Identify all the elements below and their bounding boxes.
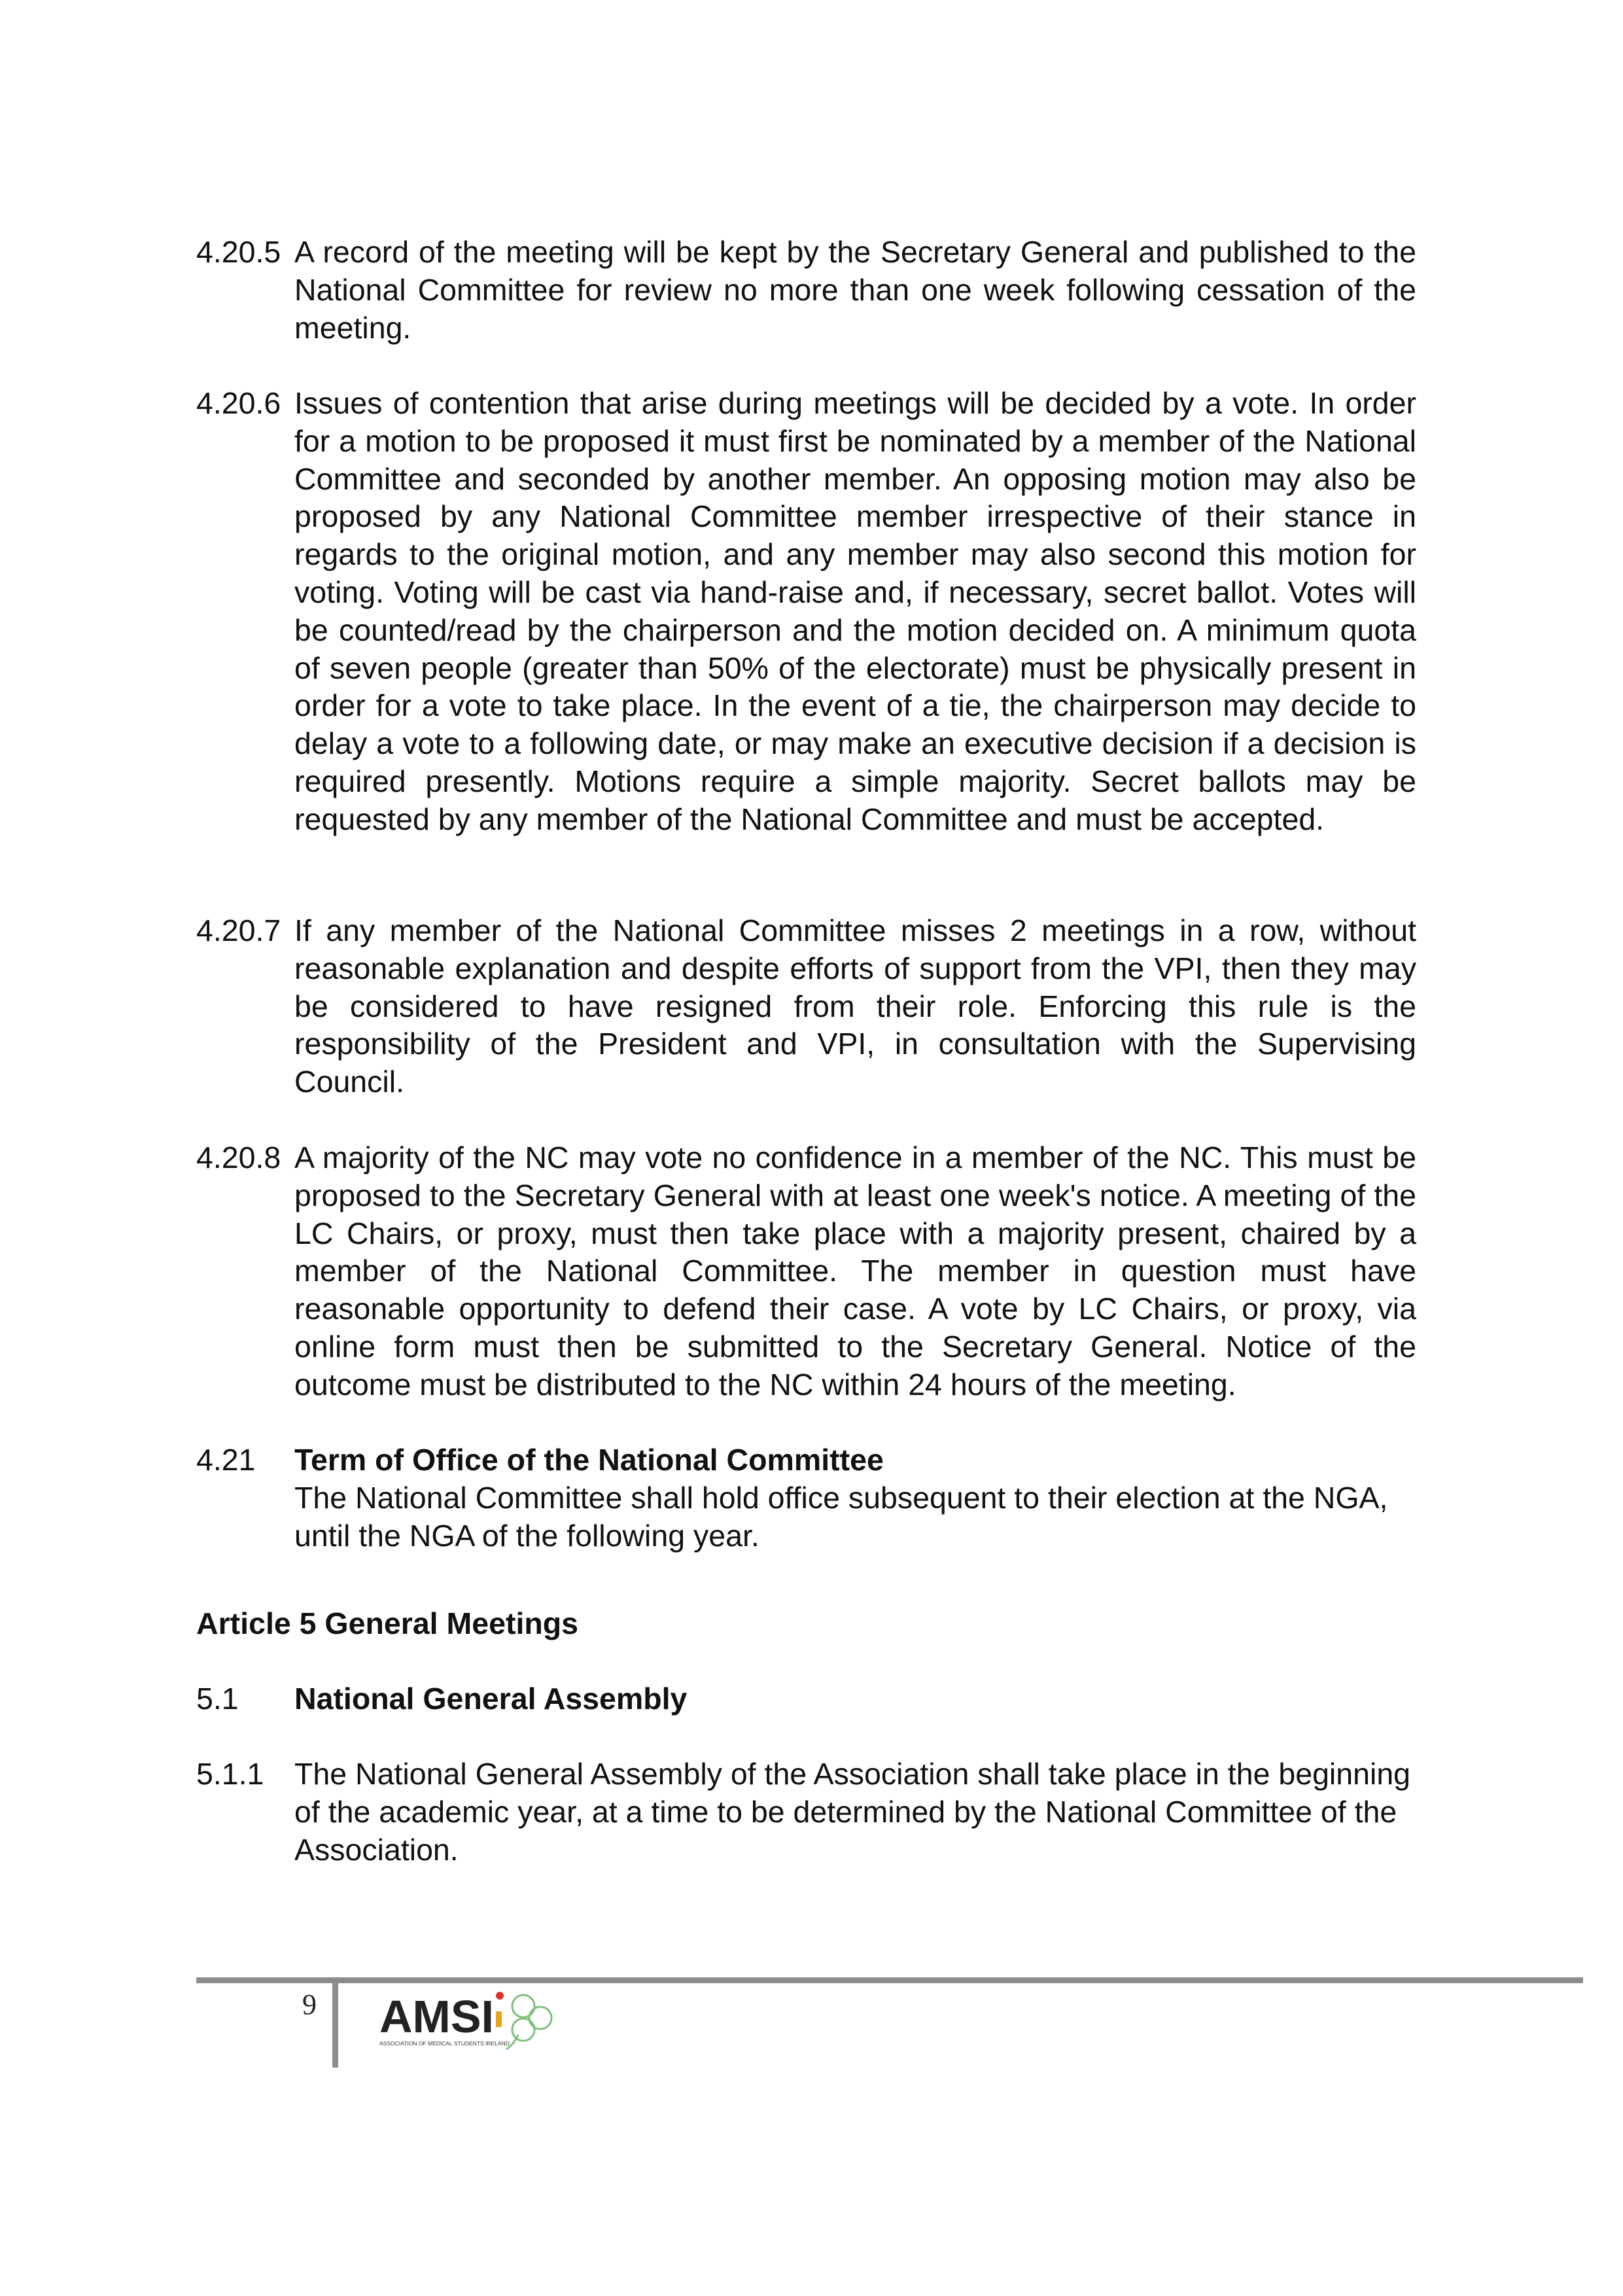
clause-5-1-1 bbox=[196, 1756, 1416, 1869]
logo-wordmark: AMSI bbox=[379, 1991, 494, 2042]
clause-title: Term of Office of the National Committee bbox=[294, 1443, 884, 1477]
clause-4-20-8 bbox=[196, 1139, 1416, 1404]
clause-number: 4.21 bbox=[196, 1443, 256, 1477]
clause-number: 4.20.7 bbox=[196, 913, 281, 947]
clause-number: 4.20.8 bbox=[196, 1140, 281, 1174]
footer-rule bbox=[196, 1977, 1583, 1983]
footer-vertical-rule bbox=[332, 1977, 338, 2068]
clause-text: If any member of the National Committee misses 2 meetings in a row, without reasonable explanation and despite efforts of support from the VPI, then they may be considered to have resigned from their role. Enforcing this rule is the responsibility of the President and VPI, in consultation with the Supervising Council. bbox=[294, 913, 1416, 1099]
page-number: 9 bbox=[302, 1988, 317, 2021]
clause-text: Issues of contention that arise during meetings will be decided by a vote. In order for a motion to be proposed it must first be nominated by a member of the National Committee and seconded by another member. An opposing motion may also be proposed by any National Committee member irrespective of their stance in regards to the original motion, and any member may also second this motion for voting. Voting will be cast via hand-raise and, if necessary, secret ballot. Votes will be counted/read by the chairperson and the motion decided on. A minimum quota of seven people (greater than 50% of the electorate) must be physically present in order for a vote to take place. In the event of a tie, the chairperson may decide to delay a vote to a following date, or may make an executive decision if a decision is required presently. Motions require a simple majority. Secret ballots may be requested by any member of the National Committee and must be accepted. bbox=[294, 386, 1416, 836]
section-number: 5.1 bbox=[196, 1682, 239, 1716]
clause-number: 4.20.6 bbox=[196, 386, 281, 420]
logo-stripe-gold bbox=[496, 2011, 502, 2027]
clause-4-20-6 bbox=[196, 385, 1416, 839]
article-heading: Article 5 General Meetings bbox=[196, 1606, 579, 1640]
shamrock-icon bbox=[506, 1995, 551, 2049]
section-5-1 bbox=[196, 1680, 1416, 1718]
clause-text: The National Committee shall hold office subsequent to their election at the NGA, until the NGA of the following year. bbox=[294, 1480, 1388, 1553]
section-title: National General Assembly bbox=[294, 1682, 688, 1716]
amsi-logo bbox=[378, 1989, 561, 2055]
clause-text: The National General Assembly of the Association shall take place in the beginning of the academic year, at a time to be determined by the National Committee of the Association. bbox=[294, 1757, 1411, 1867]
clause-text: A record of the meeting will be kept by the Secretary General and published to the National Committee for review no more than one week following cessation of the meeting. bbox=[294, 235, 1416, 345]
clause-number: 4.20.5 bbox=[196, 235, 281, 269]
clause-4-20-7 bbox=[196, 912, 1416, 1101]
logo-dot-red bbox=[496, 1992, 504, 2000]
clause-text: A majority of the NC may vote no confidence in a member of the NC. This must be proposed to the Secretary General with at least one week's notice. A meeting of the LC Chairs, or proxy, must then take place with a majority present, chaired by a member of the National Committee. The member in question must have reasonable opportunity to defend their case. A vote by LC Chairs, or proxy, via online form must then be submitted to the Secretary General. Notice of the outcome must be distributed to the NC within 24 hours of the meeting. bbox=[294, 1140, 1416, 1402]
clause-4-20-5 bbox=[196, 234, 1416, 347]
logo-subtext: ASSOCIATION OF MEDICAL STUDENTS IRELAND bbox=[379, 2040, 510, 2047]
clause-number: 5.1.1 bbox=[196, 1757, 264, 1791]
clause-4-21 bbox=[196, 1441, 1416, 1555]
